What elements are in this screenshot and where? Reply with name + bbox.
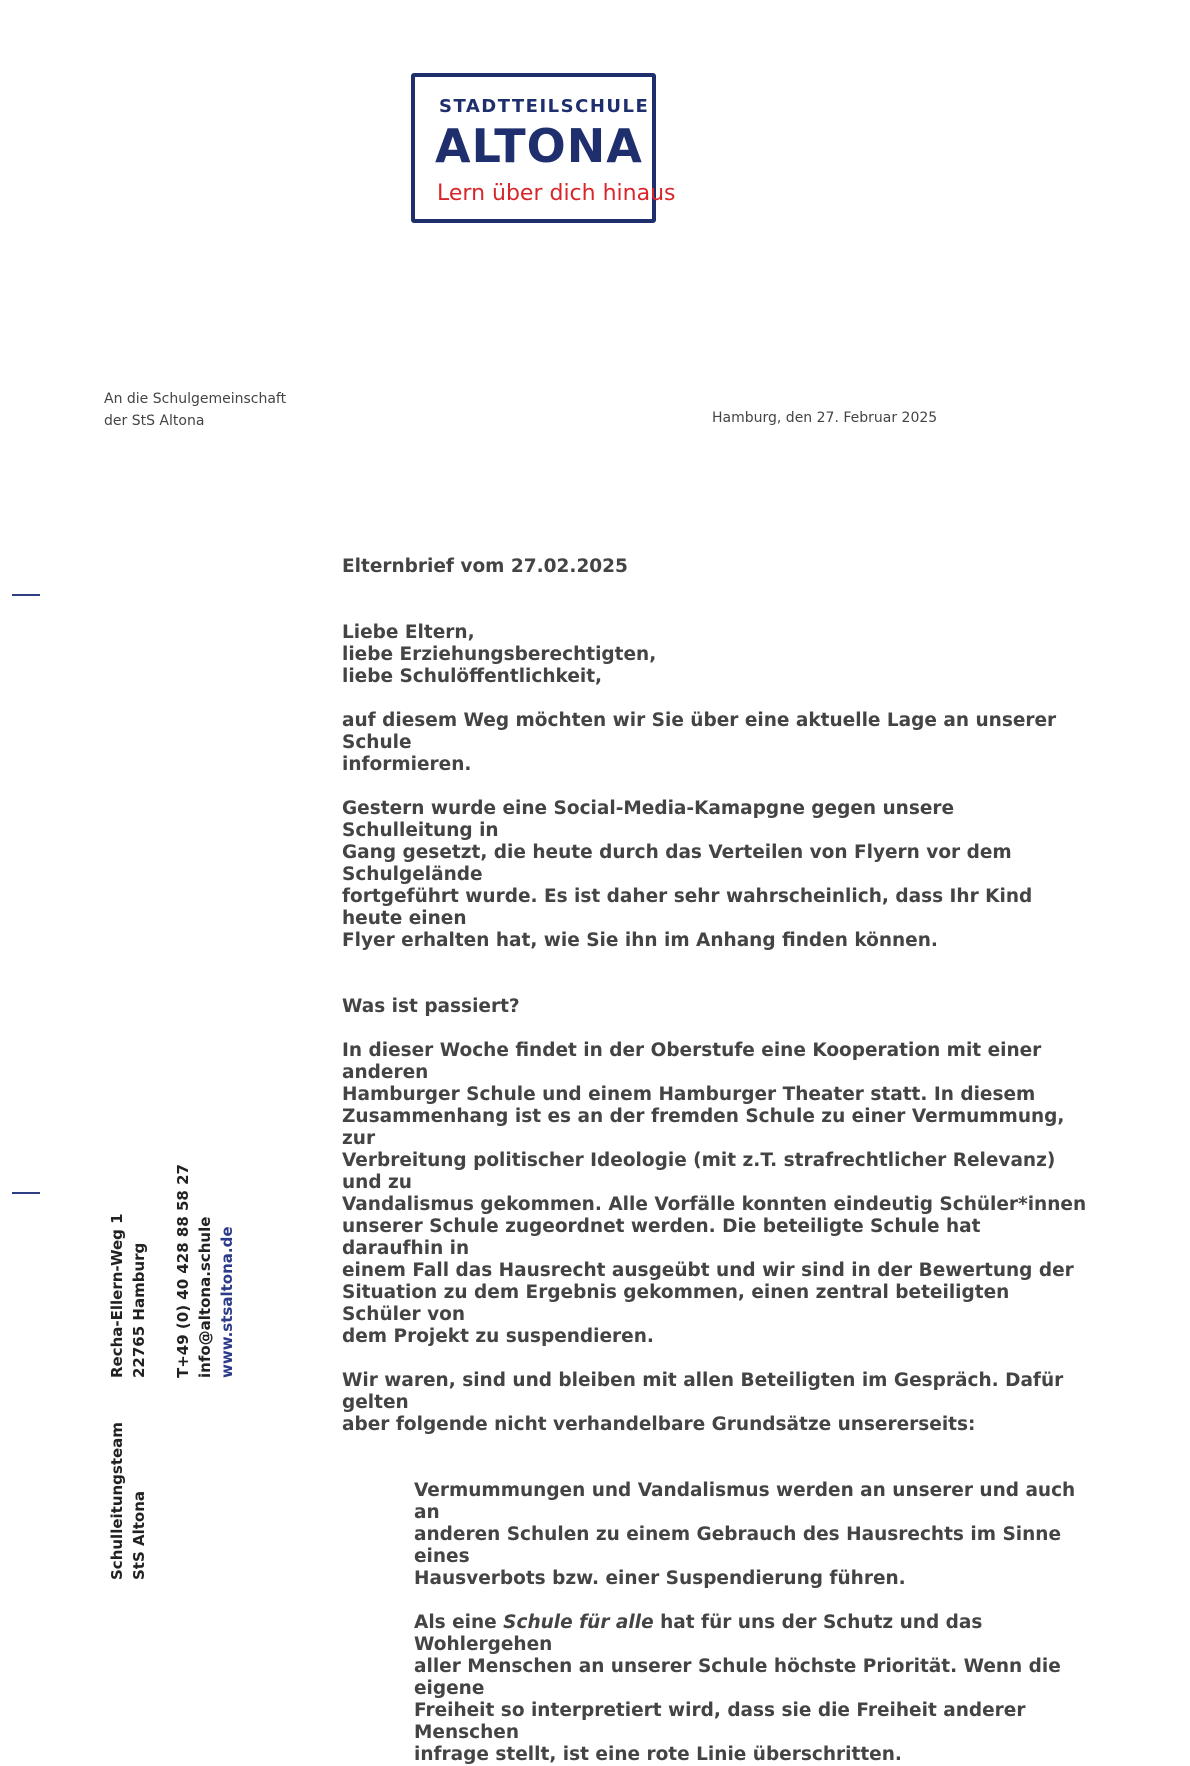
letter-body (342, 556, 1087, 1766)
address-city: 22765 Hamburg (130, 1242, 148, 1378)
recipient-line: An die Schulgemeinschaft (104, 391, 287, 407)
principles-block (414, 1480, 1087, 1766)
intro-paragraph (342, 710, 1087, 776)
text-line: In dieser Woche findet in der Oberstufe eine Kooperation mit einer anderen (342, 1040, 1042, 1083)
website-link[interactable]: www.stsaltona.de (218, 1226, 236, 1378)
text-line: Freiheit so interpretiert wird, dass sie die Freiheit anderer Menschen (414, 1700, 1026, 1743)
fold-mark-bottom (12, 1192, 40, 1194)
contact-phone: T+49 (0) 40 428 88 58 27 (174, 1164, 192, 1378)
text-line: Wir waren, sind und bleiben mit allen Beteiligten im Gespräch. Dafür gelten (342, 1370, 1064, 1413)
text-fragment: hat für uns der Schutz und das Wohlergehen (414, 1612, 983, 1655)
text-line: Vandalismus gekommen. Alle Vorfälle konnten eindeutig Schüler*innen (342, 1194, 1087, 1215)
text-line: Gang gesetzt, die heute durch das Verteilen von Flyern vor dem Schulgelände (342, 842, 1012, 885)
recipient-line: der StS Altona (104, 413, 205, 429)
letter-date: Hamburg, den 27. Februar 2025 (712, 410, 938, 426)
text-line: unserer Schule zugeordnet werden. Die beteiligte Schule hat daraufhin in (342, 1216, 981, 1259)
text-line: Vermummungen und Vandalismus werden an unserer und auch an (414, 1480, 1076, 1523)
text-line: informieren. (342, 754, 472, 775)
logo-school-name: ALTONA (435, 119, 643, 173)
text-line: Gestern wurde eine Social-Media-Kamapgne gegen unsere Schulleitung in (342, 798, 955, 841)
sender-team: Schulleitungsteam (108, 1422, 126, 1580)
text-line: Situation zu dem Ergebnis gekommen, einen zentral beteiligten Schüler von (342, 1282, 1010, 1325)
text-line: fortgeführt wurde. Es ist daher sehr wahrscheinlich, dass Ihr Kind heute einen (342, 886, 1033, 929)
salutation-line: liebe Schulöffentlichkeit, (342, 666, 603, 687)
text-line: Flyer erhalten hat, wie Sie ihn im Anhang finden können. (342, 930, 938, 951)
text-line: aber folgende nicht verhandelbare Grundsätze unsererseits: (342, 1414, 976, 1435)
sender-school: StS Altona (130, 1490, 148, 1580)
principle-1 (414, 1480, 1087, 1590)
letter-subject: Elternbrief vom 27.02.2025 (342, 556, 628, 577)
principles-intro-paragraph (342, 1370, 1087, 1436)
text-line: einem Fall das Hausrecht ausgeübt und wir sind in der Bewertung der (342, 1260, 1074, 1281)
contact-block (172, 1164, 238, 1378)
address-block (106, 1213, 150, 1378)
principle-2 (414, 1612, 1087, 1766)
salutation (342, 622, 1087, 688)
text-line: dem Projekt zu suspendieren. (342, 1326, 654, 1347)
school-logo (411, 73, 676, 223)
address-street: Recha-Ellern-Weg 1 (108, 1213, 126, 1378)
emphasis-school-for-all: Schule für alle (503, 1612, 654, 1633)
text-line: Verbreitung politischer Ideologie (mit z.T. strafrechtlicher Relevanz) und zu (342, 1150, 1056, 1193)
sender-block (106, 1422, 150, 1580)
salutation-line: liebe Erziehungsberechtigten, (342, 644, 657, 665)
fold-mark-top (12, 594, 40, 596)
text-line: Zusammenhang ist es an der fremden Schule zu einer Vermummung, zur (342, 1106, 1065, 1149)
text-line: auf diesem Weg möchten wir Sie über eine aktuelle Lage an unserer Schule (342, 710, 1057, 753)
text-line: Hamburger Schule und einem Hamburger Theater statt. In diesem (342, 1084, 1036, 1105)
text-line: infrage stellt, ist eine rote Linie überschritten. (414, 1744, 902, 1765)
text-line: Hausverbots bzw. einer Suspendierung führen. (414, 1568, 906, 1589)
logo-tagline: Lern über dich hinaus (437, 181, 676, 206)
salutation-line: Liebe Eltern, (342, 622, 475, 643)
section-heading: Was ist passiert? (342, 996, 520, 1017)
recipient-block (104, 388, 286, 432)
text-line: aller Menschen an unserer Schule höchste Priorität. Wenn die eigene (414, 1656, 1061, 1699)
contact-email[interactable]: info@altona.schule (196, 1216, 214, 1378)
campaign-paragraph (342, 798, 1087, 952)
text-line: anderen Schulen zu einem Gebrauch des Hausrechts im Sinne eines (414, 1524, 1061, 1567)
text-fragment: Als eine (414, 1612, 504, 1633)
logo-school-type: STADTTEILSCHULE (439, 96, 650, 117)
incident-paragraph (342, 1040, 1087, 1348)
